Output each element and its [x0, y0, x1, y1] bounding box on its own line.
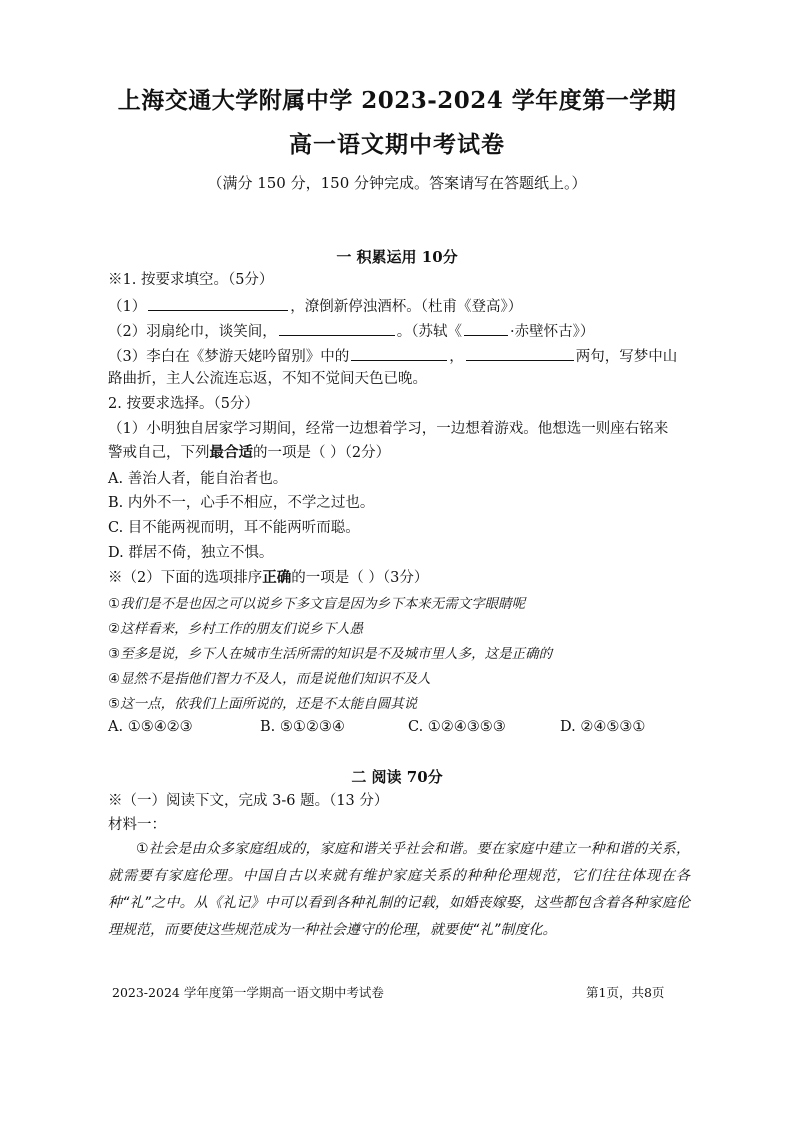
- answer-blank[interactable]: [351, 345, 447, 361]
- answer-blank[interactable]: [466, 345, 574, 361]
- q2-sub2-text: ※（2）下面的选项排序: [108, 570, 263, 586]
- material-paragraph: ①社会是由众多家庭组成的，家庭和谐关乎社会和谐。要在家庭中建立一种和谐的关系，就需要有家庭伦理。中国自古以来就有维护家庭关系的种种伦理规范，它们往往体现在各种“礼”之中。从《礼记》中可以看到各种礼制的记载，如婚丧嫁娶，这些都包含着各种家庭伦理规范，而要使这些规范成为一种社会遵守的伦理，就要使“礼”制度化。: [108, 841, 690, 938]
- exam-instructions: （满分 150 分，150 分钟完成。答案请写在答题纸上。）: [207, 174, 587, 192]
- exam-subtitle: 高一语文期中考试卷: [289, 131, 505, 158]
- page-number: 第1页，共8页: [586, 985, 665, 1000]
- q1-stem: ※1. 按要求填空。（5分）: [108, 272, 274, 288]
- q2-option-d: D. 群居不倚，独立不惧。: [108, 545, 274, 561]
- q2-sub2-stem: [108, 568, 698, 588]
- sentence-5: ⑤这一点，依我们上面所说的，还是不太能自圆其说: [108, 696, 418, 712]
- material-label: 材料一：: [108, 817, 166, 833]
- q1-item-1-text: ，潦倒新停浊酒杯。（杜甫《登高》）: [290, 299, 523, 315]
- q2-sub1-line2: [108, 443, 698, 463]
- q1-item-2-mid: 。（苏轼《: [396, 324, 462, 340]
- answer-blank[interactable]: [464, 320, 508, 336]
- q1-item-2-suffix: ·赤壁怀古》）: [509, 324, 595, 340]
- q2-sub1-line1: （1）小明独自居家学习期间，经常一边想着学习，一边想着游戏。他想选一则座右铭来: [108, 421, 669, 437]
- q1-item-3-mid: ，: [449, 349, 464, 365]
- q2-sub1-text-end: 的一项是（ ）（2分）: [253, 445, 391, 461]
- q1-item-3-suffix: 两句，写梦中山: [575, 349, 678, 365]
- q2-sub2-choices: [108, 719, 708, 739]
- q2-option-c: C. 目不能两视而明，耳不能两听而聪。: [108, 520, 360, 536]
- choice-b: B. ⑤①②③④: [260, 719, 345, 735]
- sentence-4: ④显然不是指他们智力不及人，而是说他们知识不及人: [108, 671, 431, 687]
- section-1-heading: 一 积累运用 10分: [336, 248, 458, 266]
- q1-item-1: [108, 295, 698, 317]
- q1-item-3-continued: 路曲折，主人公流连忘返，不知不觉间天色已晚。: [108, 371, 427, 387]
- exam-title: 上海交通大学附属中学 2023-2024 学年度第一学期: [117, 87, 677, 114]
- answer-blank[interactable]: [279, 320, 395, 336]
- sentence-2: ②这样看来，乡村工作的朋友们说乡下人愚: [108, 621, 364, 637]
- q1-item-2: [108, 320, 698, 342]
- q2-option-b: B. 内外不一，心手不相应，不学之过也。: [108, 495, 375, 511]
- q1-item-2-text: （2）羽扇纶巾，谈笑间，: [108, 324, 277, 340]
- q2-option-a: A. 善治人者，能自治者也。: [108, 471, 288, 487]
- choice-c: C. ①②④③⑤③: [408, 719, 506, 735]
- q2-sub1-emphasis: 最合适: [209, 444, 253, 461]
- q1-item-3-text: （3）李白在《梦游天姥吟留别》中的: [108, 349, 350, 365]
- sentence-1: ①我们是不是也因之可以说乡下多文盲是因为乡下本来无需文字眼睛呢: [108, 596, 526, 612]
- part-1-stem: ※（一）阅读下文，完成 3-6 题。（13 分）: [108, 793, 389, 809]
- q2-sub1-text: 警戒自己，下列: [108, 445, 210, 461]
- section-2-heading: 二 阅读 70分: [351, 768, 443, 786]
- answer-blank[interactable]: [148, 295, 288, 311]
- choice-a: A. ①⑤④②③: [108, 719, 193, 735]
- sentence-3: ③至多是说，乡下人在城市生活所需的知识是不及城市里人多，这是正确的: [108, 646, 553, 662]
- q2-stem: 2. 按要求选择。（5分）: [108, 396, 259, 412]
- q1-item-1-number: （1）: [108, 299, 147, 315]
- q1-item-3: [108, 345, 698, 367]
- q2-sub2-text-end: 的一项是（ ）（3分）: [291, 570, 429, 586]
- choice-d: D. ②④⑤③①: [560, 719, 646, 735]
- q2-sub2-emphasis: 正确: [262, 569, 292, 586]
- footer-exam-name: 2023-2024 学年度第一学期高一语文期中考试卷: [112, 985, 384, 1000]
